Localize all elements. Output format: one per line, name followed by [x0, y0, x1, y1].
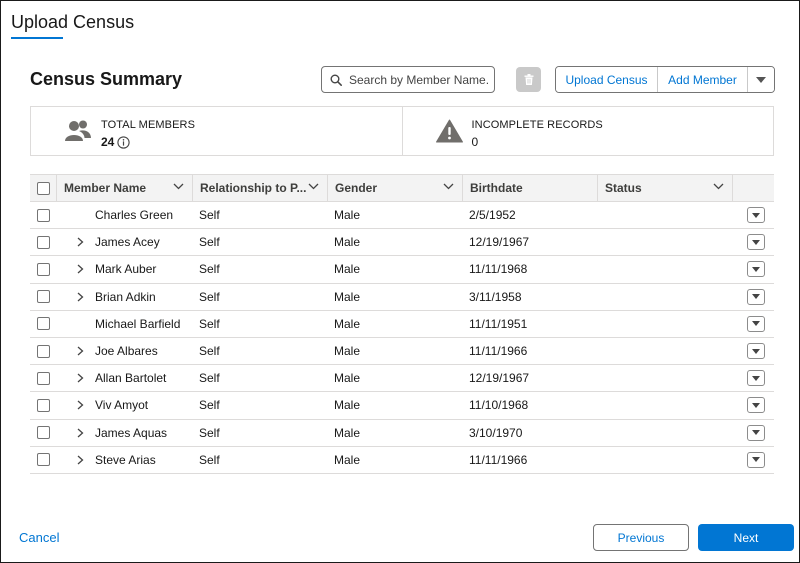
stat-incomplete-records	[402, 107, 774, 155]
row-actions-button[interactable]	[747, 261, 765, 277]
incomplete-records-label: INCOMPLETE RECORDS	[471, 119, 603, 131]
row-checkbox[interactable]	[37, 209, 50, 222]
row-checkbox[interactable]	[37, 372, 50, 385]
member-name: Steve Arias	[95, 452, 156, 467]
column-header-status[interactable]	[597, 175, 732, 201]
row-actions-cell	[732, 338, 774, 364]
gender-cell: Male	[334, 289, 361, 304]
gender-cell: Male	[334, 316, 361, 331]
birthdate-cell: 11/11/1966	[469, 452, 528, 467]
member-name-cell	[56, 447, 192, 473]
column-header-birthdate[interactable]	[462, 175, 597, 201]
row-actions-button[interactable]	[747, 397, 765, 413]
member-name-cell	[56, 338, 192, 364]
stat-total-members	[31, 107, 402, 155]
member-name-cell	[56, 365, 192, 391]
search-input[interactable]	[349, 73, 489, 87]
row-checkbox[interactable]	[37, 399, 50, 412]
row-checkbox[interactable]	[37, 290, 50, 303]
table-row	[30, 365, 774, 392]
incomplete-records-value: 0	[471, 135, 479, 149]
relationship-cell: Self	[199, 262, 220, 277]
stats-panel	[30, 106, 774, 156]
total-members-value-wrap	[101, 135, 130, 149]
chevron-right-icon[interactable]	[73, 237, 87, 247]
birthdate-cell: 11/10/1968	[469, 398, 529, 413]
group-icon	[65, 119, 91, 143]
chevron-down-icon	[752, 267, 760, 272]
chevron-down-icon[interactable]	[308, 183, 319, 190]
upload-census-button[interactable]: Upload Census	[556, 67, 658, 92]
row-select-cell	[30, 284, 56, 310]
table-row	[30, 447, 774, 474]
birthdate-cell: 11/11/1951	[469, 316, 528, 331]
birthdate-cell: 11/11/1968	[469, 262, 528, 277]
row-checkbox[interactable]	[37, 236, 50, 249]
row-actions-button[interactable]	[747, 316, 765, 332]
status-cell	[597, 338, 732, 364]
column-header-actions	[732, 175, 774, 201]
birthdate-cell: 12/19/1967	[469, 235, 530, 250]
row-actions-cell	[732, 365, 774, 391]
row-actions-button[interactable]	[747, 343, 765, 359]
row-actions-button[interactable]	[747, 289, 765, 305]
chevron-right-icon[interactable]	[73, 264, 87, 274]
row-actions-button[interactable]	[747, 207, 765, 223]
row-select-cell	[30, 229, 56, 255]
row-actions-cell	[732, 284, 774, 310]
gender-cell: Male	[334, 452, 361, 467]
member-name: Michael Barfield	[95, 316, 181, 331]
member-name-cell	[56, 256, 192, 282]
relationship-cell: Self	[199, 316, 220, 331]
row-checkbox[interactable]	[37, 426, 50, 439]
relationship-cell: Self	[199, 208, 220, 223]
member-name: Brian Adkin	[95, 289, 156, 304]
previous-button[interactable]: Previous	[593, 524, 689, 551]
table-row	[30, 338, 774, 365]
relationship-cell: Self	[199, 289, 220, 304]
chevron-down-icon	[752, 457, 760, 462]
chevron-down-icon	[752, 403, 760, 408]
search-icon	[330, 74, 342, 86]
column-header-relationship[interactable]	[192, 175, 327, 201]
column-label: Status	[605, 181, 642, 195]
member-name-cell	[56, 202, 192, 228]
table-row	[30, 202, 774, 229]
chevron-down-icon	[752, 213, 760, 218]
status-cell	[597, 284, 732, 310]
gender-cell: Male	[334, 398, 361, 413]
table-row	[30, 392, 774, 419]
row-select-cell	[30, 420, 56, 446]
warning-icon	[436, 119, 463, 143]
birthdate-cell: 3/10/1970	[469, 425, 523, 440]
trash-icon	[524, 74, 534, 85]
relationship-cell: Self	[199, 425, 220, 440]
row-actions-cell	[732, 311, 774, 337]
table-header	[30, 174, 774, 202]
table-row	[30, 284, 774, 311]
status-cell	[597, 311, 732, 337]
column-header-gender[interactable]	[327, 175, 462, 201]
chevron-down-icon	[752, 294, 760, 299]
gender-cell: Male	[334, 425, 361, 440]
table-row	[30, 229, 774, 256]
info-icon[interactable]	[117, 136, 130, 149]
row-actions-cell	[732, 392, 774, 418]
member-name: Allan Bartolet	[95, 371, 167, 386]
chevron-down-icon	[752, 430, 760, 435]
chevron-down-icon	[752, 376, 760, 381]
row-actions-cell	[732, 447, 774, 473]
action-button-group	[555, 66, 775, 93]
column-label: Gender	[335, 181, 378, 195]
row-checkbox[interactable]	[37, 263, 50, 276]
relationship-cell: Self	[199, 344, 220, 359]
next-button[interactable]: Next	[698, 524, 794, 551]
row-actions-cell	[732, 256, 774, 282]
member-name-cell	[56, 311, 192, 337]
row-actions-cell	[732, 420, 774, 446]
status-cell	[597, 256, 732, 282]
column-header-member-name[interactable]	[56, 175, 192, 201]
row-actions-button[interactable]	[747, 425, 765, 441]
search-box[interactable]	[321, 66, 495, 93]
chevron-down-icon	[756, 77, 766, 83]
chevron-down-icon	[752, 321, 760, 326]
census-table	[30, 174, 774, 474]
chevron-right-icon[interactable]	[73, 373, 87, 383]
row-select-cell	[30, 311, 56, 337]
select-all-checkbox[interactable]	[37, 182, 50, 195]
member-name: Mark Auber	[95, 262, 157, 277]
row-select-cell	[30, 447, 56, 473]
relationship-cell: Self	[199, 371, 220, 386]
row-select-cell	[30, 365, 56, 391]
chevron-right-icon[interactable]	[73, 346, 87, 356]
status-cell	[597, 447, 732, 473]
member-name-cell	[56, 284, 192, 310]
row-actions-button[interactable]	[747, 452, 765, 468]
row-actions-button[interactable]	[747, 370, 765, 386]
table-body	[30, 202, 774, 474]
chevron-down-icon	[752, 349, 760, 354]
table-row	[30, 256, 774, 283]
row-actions-cell	[732, 202, 774, 228]
gender-cell: Male	[334, 262, 361, 277]
status-cell	[597, 229, 732, 255]
relationship-cell: Self	[199, 452, 220, 467]
status-cell	[597, 392, 732, 418]
total-members-label: TOTAL MEMBERS	[101, 119, 195, 131]
chevron-down-icon[interactable]	[443, 183, 454, 190]
row-actions-cell	[732, 229, 774, 255]
census-summary-title: Census Summary	[30, 69, 183, 89]
chevron-down-icon[interactable]	[713, 183, 724, 190]
gender-cell: Male	[334, 371, 361, 386]
total-members-value: 24	[101, 135, 115, 149]
member-name-cell	[56, 420, 192, 446]
title-underline	[11, 37, 63, 39]
delete-button[interactable]	[516, 67, 541, 92]
relationship-cell: Self	[199, 398, 220, 413]
member-name: James Acey	[95, 235, 160, 250]
column-label: Member Name	[64, 181, 147, 195]
birthdate-cell: 2/5/1952	[469, 208, 516, 223]
member-name: Charles Green	[95, 208, 174, 223]
row-checkbox[interactable]	[37, 345, 50, 358]
row-checkbox[interactable]	[37, 317, 50, 330]
status-cell	[597, 420, 732, 446]
status-cell	[597, 202, 732, 228]
member-name: Viv Amyot	[95, 398, 149, 413]
add-member-button[interactable]: Add Member	[658, 67, 748, 92]
table-row	[30, 311, 774, 338]
member-name-cell	[56, 392, 192, 418]
member-name: James Aquas	[95, 425, 168, 440]
column-label: Birthdate	[470, 181, 523, 195]
chevron-right-icon[interactable]	[73, 428, 87, 438]
chevron-down-icon[interactable]	[173, 183, 184, 190]
gender-cell: Male	[334, 344, 361, 359]
chevron-right-icon[interactable]	[73, 455, 87, 465]
row-select-cell	[30, 338, 56, 364]
row-actions-button[interactable]	[747, 234, 765, 250]
chevron-right-icon[interactable]	[73, 292, 87, 302]
member-name-cell	[56, 229, 192, 255]
gender-cell: Male	[334, 208, 361, 223]
birthdate-cell: 3/11/1958	[469, 289, 522, 304]
chevron-right-icon[interactable]	[73, 400, 87, 410]
table-row	[30, 420, 774, 447]
cancel-link[interactable]: Cancel	[19, 530, 60, 545]
chevron-down-icon	[752, 240, 760, 245]
gender-cell: Male	[334, 235, 361, 250]
status-cell	[597, 365, 732, 391]
row-select-cell	[30, 256, 56, 282]
select-all-cell	[30, 175, 56, 201]
relationship-cell: Self	[199, 235, 220, 250]
row-select-cell	[30, 392, 56, 418]
birthdate-cell: 12/19/1967	[469, 371, 530, 386]
row-select-cell	[30, 202, 56, 228]
page-title: Upload Census	[11, 12, 135, 32]
member-name: Joe Albares	[95, 344, 158, 359]
column-label: Relationship to P...	[200, 181, 307, 195]
row-checkbox[interactable]	[37, 453, 50, 466]
more-actions-button[interactable]	[748, 67, 774, 92]
birthdate-cell: 11/11/1966	[469, 344, 528, 359]
